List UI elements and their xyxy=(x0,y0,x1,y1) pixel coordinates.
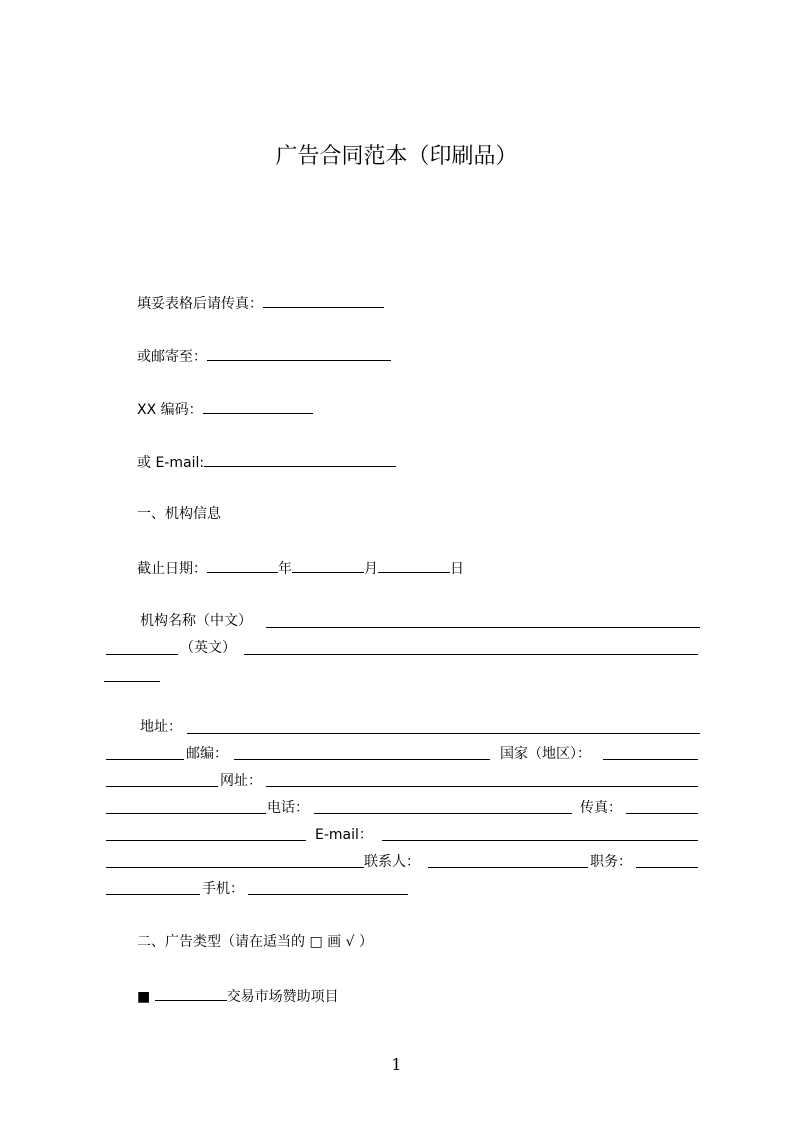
mail-row xyxy=(137,346,391,366)
mobile-blank[interactable] xyxy=(248,894,408,895)
code-blank[interactable] xyxy=(203,399,313,414)
checkbox-filled-icon[interactable]: ■ xyxy=(137,989,151,1005)
phone-blank[interactable] xyxy=(314,813,572,814)
website-blank[interactable] xyxy=(266,786,698,787)
country-blank[interactable] xyxy=(603,759,698,760)
page-number: 1 xyxy=(391,1055,402,1074)
org-name-cn-blank[interactable] xyxy=(266,627,700,628)
mail-label: 或邮寄至： xyxy=(137,349,207,365)
deadline-label: 截止日期： xyxy=(137,561,207,577)
org-name-en-label: （英文） xyxy=(180,640,236,656)
fax-row xyxy=(137,293,384,313)
country-cont-blank[interactable] xyxy=(106,786,218,787)
fax-label: 填妥表格后请传真： xyxy=(137,296,263,312)
postcode-blank[interactable] xyxy=(234,759,490,760)
fax-blank[interactable] xyxy=(263,293,384,308)
mail-blank[interactable] xyxy=(207,346,391,361)
deadline-row xyxy=(137,558,464,578)
mobile-label: 手机： xyxy=(202,881,244,897)
org-name-cn-label: 机构名称（中文） xyxy=(140,613,252,629)
country-label: 国家（地区）： xyxy=(500,746,591,762)
day-label: 日 xyxy=(450,561,464,577)
code-label: XX 编码： xyxy=(137,402,203,418)
phone-label: 电话： xyxy=(267,800,309,816)
month-label: 月 xyxy=(364,561,378,577)
address-label: 地址： xyxy=(140,719,182,735)
option-1-blank[interactable] xyxy=(155,986,227,1001)
position-label: 职务： xyxy=(590,854,632,870)
org-name-en-cont-blank[interactable] xyxy=(104,681,160,682)
email-blank[interactable] xyxy=(204,452,396,467)
email2-label: E-mail： xyxy=(315,827,373,843)
address-cont-blank[interactable] xyxy=(106,759,184,760)
code-row xyxy=(137,399,313,419)
email-row xyxy=(137,452,396,472)
org-name-en-blank[interactable] xyxy=(244,654,698,655)
year-blank[interactable] xyxy=(207,558,278,573)
section-heading-2: 二、广告类型（请在适当的 □ 画 √ ） xyxy=(137,934,373,950)
fax-field-blank[interactable] xyxy=(626,813,698,814)
contact-blank[interactable] xyxy=(428,867,588,868)
month-blank[interactable] xyxy=(292,558,364,573)
website-cont-blank[interactable] xyxy=(106,813,266,814)
fax-cont-blank[interactable] xyxy=(106,840,306,841)
email2-cont-blank[interactable] xyxy=(106,867,364,868)
position-blank[interactable] xyxy=(636,867,698,868)
postcode-label: 邮编： xyxy=(186,746,228,762)
email-label: 或 E-mail: xyxy=(137,455,205,471)
email2-blank[interactable] xyxy=(382,840,698,841)
org-name-en-lead-blank[interactable] xyxy=(106,654,178,655)
document-title: 广告合同范本（印刷品） xyxy=(275,144,518,169)
position-cont-blank[interactable] xyxy=(106,894,200,895)
section-heading-1: 一、机构信息 xyxy=(137,506,221,522)
option-1-label: 交易市场赞助项目 xyxy=(226,989,339,1005)
fax-field-label: 传真： xyxy=(580,800,622,816)
year-label: 年 xyxy=(278,561,292,577)
day-blank[interactable] xyxy=(378,558,450,573)
option-row-1[interactable] xyxy=(137,986,339,1006)
contact-label: 联系人： xyxy=(364,854,420,870)
website-label: 网址： xyxy=(220,773,262,789)
address-blank[interactable] xyxy=(187,733,700,734)
